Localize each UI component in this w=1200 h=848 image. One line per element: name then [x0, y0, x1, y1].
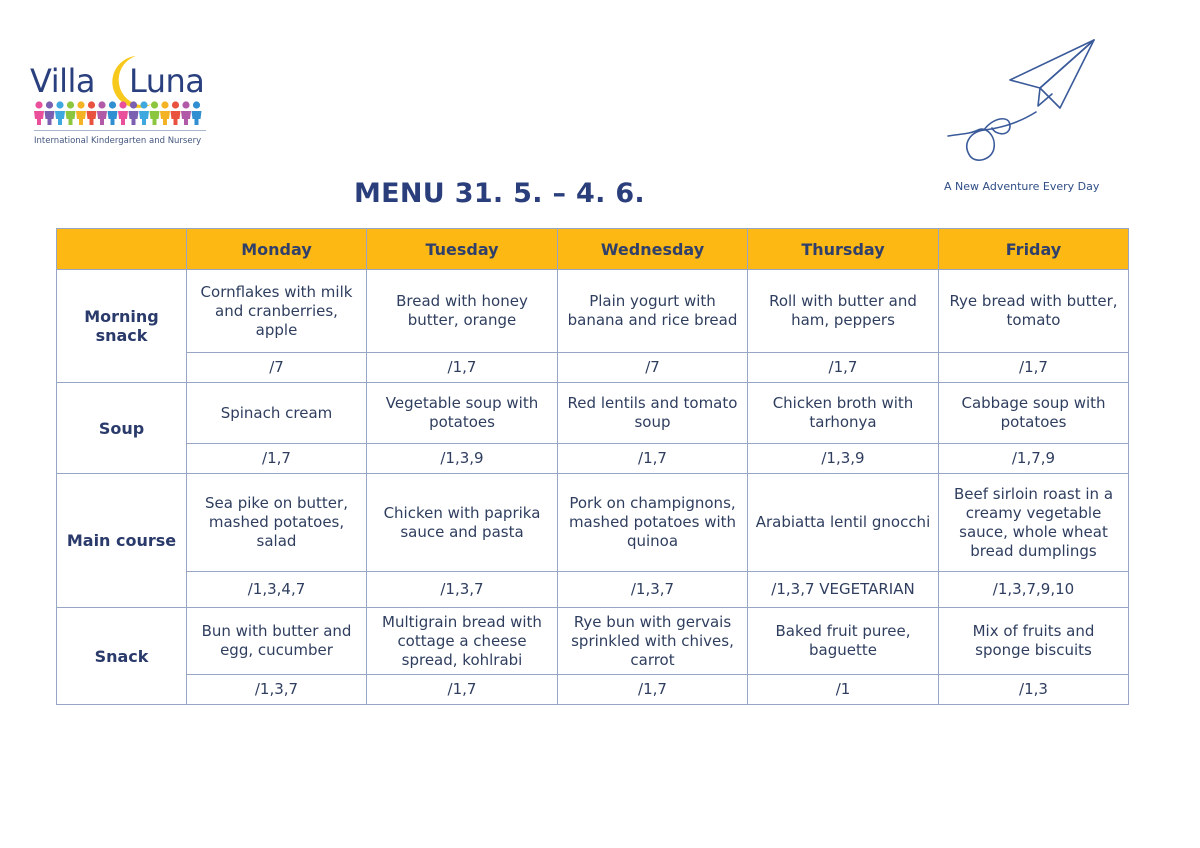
allergen-cell: /1,7 [939, 353, 1129, 383]
meal-cell: Spinach cream [187, 383, 367, 444]
allergen-cell: /1,3,7 VEGETARIAN [748, 572, 939, 608]
allergen-cell: /1,7 [558, 444, 748, 474]
meal-cell: Cabbage soup with potatoes [939, 383, 1129, 444]
allergen-cell: /1,7,9 [939, 444, 1129, 474]
allergen-cell: /1,3,4,7 [187, 572, 367, 608]
allergen-cell: /1,3,7 [367, 572, 558, 608]
meal-cell: Bread with honey butter, orange [367, 270, 558, 353]
allergen-cell: /1,3,7 [187, 675, 367, 705]
meal-cell: Chicken broth with tarhonya [748, 383, 939, 444]
meal-cell: Chicken with paprika sauce and pasta [367, 474, 558, 572]
meal-cell: Baked fruit puree, baguette [748, 608, 939, 675]
header-corner [57, 229, 187, 270]
table-row [57, 608, 1129, 675]
menu-table [56, 228, 1129, 705]
meal-cell: Rye bread with butter, tomato [939, 270, 1129, 353]
allergen-cell: /7 [187, 353, 367, 383]
row-label-morning-snack: Morning snack [57, 270, 187, 383]
meal-cell: Bun with butter and egg, cucumber [187, 608, 367, 675]
allergen-cell: /1,7 [748, 353, 939, 383]
allergen-cell: /7 [558, 353, 748, 383]
allergen-cell: /1,7 [367, 353, 558, 383]
paper-plane-icon [940, 38, 1100, 168]
allergen-cell: /1,7 [367, 675, 558, 705]
logo-subtitle: International Kindergarten and Nursery [34, 136, 202, 146]
meal-cell: Rye bun with gervais sprinkled with chives, carrot [558, 608, 748, 675]
allergen-cell: /1 [748, 675, 939, 705]
allergen-cell: /1,3,7 [558, 572, 748, 608]
header-thursday: Thursday [748, 229, 939, 270]
children-figures-icon [34, 100, 206, 126]
meal-cell: Pork on champignons, mashed potatoes with quinoa [558, 474, 748, 572]
meal-cell: Arabiatta lentil gnocchi [748, 474, 939, 572]
allergen-cell: /1,3 [939, 675, 1129, 705]
meal-cell: Roll with butter and ham, peppers [748, 270, 939, 353]
logo-wordmark [30, 62, 204, 100]
allergen-cell: /1,3,7,9,10 [939, 572, 1129, 608]
table-header-row [57, 229, 1129, 270]
meal-cell: Vegetable soup with potatoes [367, 383, 558, 444]
meal-cell: Cornflakes with milk and cranberries, apple [187, 270, 367, 353]
allergen-row [57, 353, 1129, 383]
row-label-soup: Soup [57, 383, 187, 474]
logo-divider [34, 130, 206, 131]
allergen-cell: /1,3,9 [748, 444, 939, 474]
table-row [57, 474, 1129, 572]
meal-cell: Sea pike on butter, mashed potatoes, salad [187, 474, 367, 572]
allergen-cell: /1,7 [187, 444, 367, 474]
villa-luna-logo [28, 52, 214, 152]
row-label-snack: Snack [57, 608, 187, 705]
tagline: A New Adventure Every Day [944, 180, 1100, 193]
header-wednesday: Wednesday [558, 229, 748, 270]
row-label-main-course: Main course [57, 474, 187, 608]
header-tuesday: Tuesday [367, 229, 558, 270]
logo-name-luna: Luna [128, 62, 205, 100]
allergen-row [57, 444, 1129, 474]
meal-cell: Red lentils and tomato soup [558, 383, 748, 444]
meal-cell: Beef sirloin roast in a creamy vegetable sauce, whole wheat bread dumplings [939, 474, 1129, 572]
logo-name-villa: Villa [30, 62, 95, 100]
header-monday: Monday [187, 229, 367, 270]
meal-cell: Multigrain bread with cottage a cheese spread, kohlrabi [367, 608, 558, 675]
meal-cell: Plain yogurt with banana and rice bread [558, 270, 748, 353]
allergen-cell: /1,7 [558, 675, 748, 705]
header-friday: Friday [939, 229, 1129, 270]
table-row [57, 270, 1129, 353]
menu-title: MENU 31. 5. – 4. 6. [354, 178, 645, 209]
table-row [57, 383, 1129, 444]
allergen-row [57, 572, 1129, 608]
allergen-row [57, 675, 1129, 705]
meal-cell: Mix of fruits and sponge biscuits [939, 608, 1129, 675]
allergen-cell: /1,3,9 [367, 444, 558, 474]
